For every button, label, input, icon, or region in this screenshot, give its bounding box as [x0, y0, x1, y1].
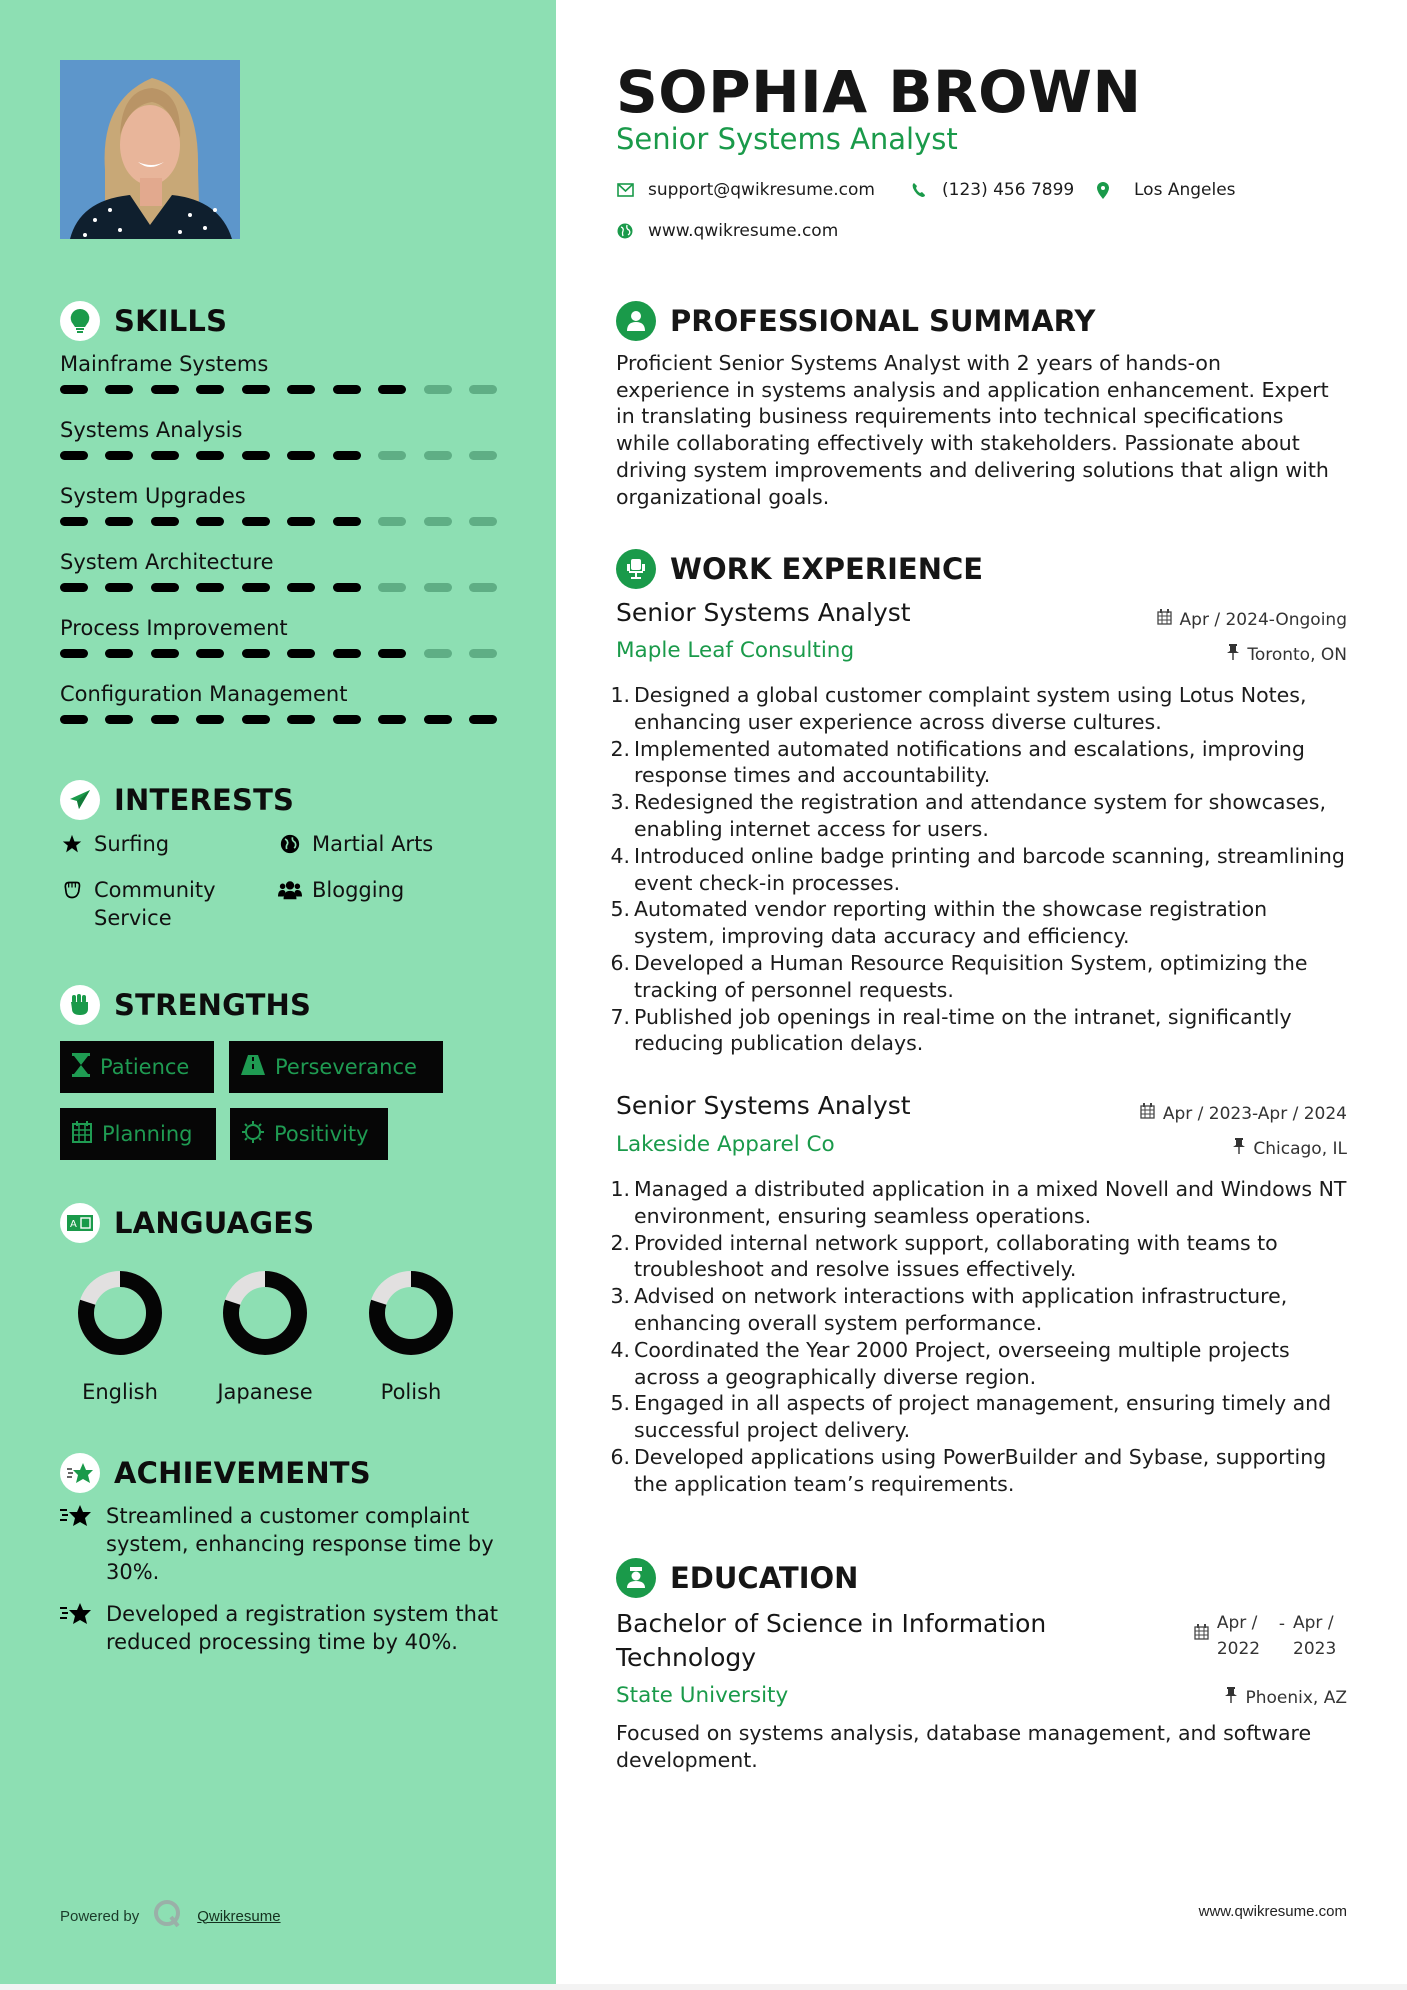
skill-level-segment — [424, 649, 452, 658]
skill-name: Process Improvement — [60, 616, 288, 640]
job-company: Lakeside Apparel Co — [616, 1132, 835, 1157]
hand-icon — [60, 876, 84, 904]
skill-level-segment — [333, 385, 361, 394]
interest-item: Blogging — [278, 876, 404, 904]
skill-level-segment — [151, 451, 179, 460]
job-role: Senior Systems Analyst — [616, 598, 911, 627]
skill-level-segment — [242, 715, 270, 724]
star-icon — [60, 830, 84, 858]
contact-website[interactable]: www.qwikresume.com — [616, 221, 838, 241]
skill-level-segment — [287, 451, 315, 460]
skill-level-segment — [151, 583, 179, 592]
skill-level-segment — [469, 517, 497, 526]
skill-level-segment — [469, 715, 497, 724]
bullet-text: Implemented automated notifications and escalations, improving response times and accountability. — [634, 736, 1305, 788]
language-proficiency-donut — [351, 1268, 471, 1358]
languages-heading: A LANGUAGES — [60, 1203, 314, 1243]
strength-chip: Perseverance — [229, 1041, 443, 1093]
pushpin-icon — [1227, 644, 1239, 665]
language-name: English — [82, 1380, 158, 1404]
skill-level-segment — [287, 649, 315, 658]
skill-level-segment — [196, 385, 224, 394]
bullet-item — [610, 1230, 1350, 1284]
skill-item — [60, 547, 500, 592]
calendar-icon — [1157, 609, 1172, 630]
map-pin-icon — [1094, 181, 1112, 199]
bullet-text: Published job openings in real-time on the intranet, significantly reducing publication delays. — [634, 1004, 1292, 1056]
skill-level-segment — [60, 715, 88, 724]
bullet-number: 3. — [610, 1284, 630, 1309]
bullet-number: 2. — [610, 1230, 630, 1255]
contact-phone[interactable]: (123) 456 7899 — [910, 180, 1074, 200]
job-company: Maple Leaf Consulting — [616, 638, 855, 663]
language-proficiency-donut — [60, 1268, 180, 1358]
skill-level-segment — [378, 583, 406, 592]
skill-level-segment — [333, 451, 361, 460]
skill-level-segment — [242, 451, 270, 460]
skill-level-segment — [378, 451, 406, 460]
skill-level-segment — [333, 517, 361, 526]
skill-level-segment — [60, 385, 88, 394]
qwikresume-logo-icon — [153, 1899, 183, 1933]
skill-item — [60, 613, 500, 658]
summary-text: Proficient Senior Systems Analyst with 2 years of hands-on experience in systems analysis and application enhancement. Expert in translating business requirements into technical specifications while collaborating effectively with stakeholders. Passionate about driving system improvements and delivering solutions that align with organizational goals. — [616, 351, 1329, 509]
language-name: Polish — [380, 1380, 442, 1404]
skill-level-segment — [60, 517, 88, 526]
sun-icon — [242, 1121, 264, 1148]
bullet-text: Advised on network interactions with application infrastructure, enhancing overall system performance. — [634, 1284, 1288, 1335]
achievements-heading: ACHIEVEMENTS — [60, 1453, 371, 1493]
bullet-item — [610, 1176, 1350, 1230]
skill-level-segment — [242, 517, 270, 526]
education-dates: Apr / 2022 - Apr / 2023 — [1194, 1610, 1347, 1662]
skill-level-segment — [333, 649, 361, 658]
strength-chip: Positivity — [230, 1108, 388, 1160]
skill-item — [60, 481, 500, 526]
bullet-text: Managed a distributed application in a mixed Novell and Windows NT environment, ensuring seamless operations. — [634, 1177, 1347, 1228]
candidate-title: Senior Systems Analyst — [616, 122, 958, 156]
skill-level-bar — [60, 583, 497, 592]
bullet-number: 7. — [610, 1004, 630, 1029]
bullet-text: Engaged in all aspects of project management, ensuring timely and successful project delivery. — [634, 1391, 1332, 1443]
bullet-number: 1. — [610, 1177, 630, 1201]
bullet-number: 4. — [610, 1337, 630, 1362]
education-description: Focused on systems analysis, database management, and software development. — [616, 1721, 1312, 1772]
degree: Bachelor of Science in Information Technology — [616, 1609, 1047, 1672]
hourglass-icon — [72, 1053, 90, 1082]
globe-icon — [616, 222, 634, 240]
chair-icon — [616, 549, 656, 589]
skill-level-segment — [242, 583, 270, 592]
interest-item: Surfing — [60, 830, 169, 858]
skill-level-segment — [287, 583, 315, 592]
strength-chip: Patience — [60, 1041, 214, 1093]
powered-by: Powered by Qwikresume — [60, 1899, 281, 1933]
skill-level-segment — [196, 517, 224, 526]
skill-level-segment — [378, 649, 406, 658]
skill-level-segment — [333, 583, 361, 592]
translate-icon — [60, 1203, 100, 1243]
skill-level-segment — [424, 451, 452, 460]
skill-item — [60, 415, 500, 460]
skill-level-segment — [424, 583, 452, 592]
skill-level-segment — [105, 715, 133, 724]
skill-level-segment — [105, 451, 133, 460]
bullet-number: 3. — [610, 790, 630, 815]
skill-level-segment — [242, 649, 270, 658]
bullet-text: Coordinated the Year 2000 Project, overseeing multiple projects across a geographically diverse region. — [634, 1337, 1290, 1389]
page-bottom-border — [0, 1984, 1407, 1990]
contact-email[interactable]: support@qwikresume.com — [616, 180, 875, 200]
skill-level-bar — [60, 451, 497, 460]
skills-heading: SKILLS — [60, 301, 227, 341]
bullet-item — [610, 1283, 1350, 1337]
fist-icon — [60, 985, 100, 1025]
summary-heading: PROFESSIONAL SUMMARY — [616, 301, 1095, 341]
skill-level-segment — [105, 385, 133, 394]
skill-level-segment — [287, 517, 315, 526]
interest-item: Community Service — [60, 876, 244, 932]
skill-level-segment — [287, 715, 315, 724]
bullet-number: 4. — [610, 843, 630, 868]
language-item — [351, 1268, 471, 1404]
achievement-item: Streamlined a customer complaint system, enhancing response time by 30%. — [60, 1502, 500, 1586]
bullet-item — [610, 789, 1350, 843]
skill-level-segment — [196, 451, 224, 460]
skill-level-segment — [287, 385, 315, 394]
globe-icon — [278, 830, 302, 858]
language-proficiency-donut — [205, 1268, 325, 1358]
skill-level-segment — [196, 649, 224, 658]
bullet-item — [610, 1390, 1350, 1444]
pushpin-icon — [1233, 1138, 1245, 1159]
skill-level-segment — [424, 385, 452, 394]
experience-heading: WORK EXPERIENCE — [616, 549, 983, 589]
skill-level-segment — [151, 649, 179, 658]
candidate-name: SOPHIA BROWN — [616, 58, 1142, 126]
job-dates: Apr / 2024-Ongoing — [1157, 609, 1347, 630]
bullet-number: 5. — [610, 1391, 630, 1416]
bullet-item — [610, 1004, 1350, 1058]
bullet-text: Developed a Human Resource Requisition System, optimizing the tracking of personnel requests. — [634, 950, 1308, 1002]
bullet-item — [610, 843, 1350, 897]
bullet-text: Automated vendor reporting within the showcase registration system, improving data accuracy and efficiency. — [634, 897, 1268, 949]
skill-level-segment — [469, 583, 497, 592]
skill-level-segment — [60, 451, 88, 460]
bullet-item — [610, 682, 1350, 736]
bullet-text: Introduced online badge printing and barcode scanning, streamlining event check-in processes. — [634, 843, 1345, 895]
envelope-icon — [616, 181, 634, 199]
pushpin-icon — [1225, 1687, 1237, 1708]
road-icon — [241, 1055, 265, 1080]
skill-level-segment — [469, 451, 497, 460]
interest-item: Martial Arts — [278, 830, 433, 858]
skill-level-segment — [105, 583, 133, 592]
skill-level-segment — [105, 649, 133, 658]
achievement-item: Developed a registration system that reduced processing time by 40%. — [60, 1600, 500, 1656]
skill-level-segment — [469, 385, 497, 394]
language-name: Japanese — [217, 1380, 313, 1404]
bullet-number: 6. — [610, 950, 630, 975]
calendar-icon — [72, 1121, 92, 1148]
calendar-icon — [1194, 1610, 1209, 1645]
bullet-item — [610, 1337, 1350, 1391]
bullet-number: 6. — [610, 1444, 630, 1469]
bullet-text: Redesigned the registration and attendance system for showcases, enabling internet access for users. — [634, 790, 1326, 841]
language-item — [60, 1268, 180, 1404]
bullet-text: Developed applications using PowerBuilder and Sybase, supporting the application team’s requirements. — [634, 1444, 1327, 1496]
job-dates: Apr / 2023-Apr / 2024 — [1140, 1103, 1347, 1124]
skill-level-bar — [60, 649, 497, 658]
skill-name: System Architecture — [60, 550, 274, 574]
skill-level-segment — [151, 385, 179, 394]
skill-level-bar — [60, 517, 497, 526]
bullet-item — [610, 896, 1350, 950]
job-bullets — [610, 682, 1350, 1057]
shooting-star-icon — [60, 1453, 100, 1493]
calendar-icon — [1140, 1103, 1155, 1124]
skill-name: System Upgrades — [60, 484, 246, 508]
job-location: Toronto, ON — [1227, 644, 1347, 665]
job-bullets — [610, 1176, 1350, 1498]
skill-level-segment — [333, 715, 361, 724]
skill-level-segment — [424, 517, 452, 526]
bullet-text: Provided internal network support, collaborating with teams to troubleshoot and resolve issues effectively. — [634, 1230, 1278, 1282]
bullet-item — [610, 950, 1350, 1004]
skill-level-segment — [378, 715, 406, 724]
school: State University — [616, 1683, 789, 1708]
users-icon — [278, 876, 302, 904]
skill-level-segment — [378, 517, 406, 526]
skill-name: Mainframe Systems — [60, 352, 269, 376]
skill-level-segment — [151, 715, 179, 724]
footer-url[interactable]: www.qwikresume.com — [1198, 1903, 1347, 1920]
bullet-number: 1. — [610, 683, 630, 707]
shooting-star-icon — [60, 1600, 92, 1656]
skill-item — [60, 679, 500, 724]
skill-level-segment — [151, 517, 179, 526]
skill-level-segment — [242, 385, 270, 394]
skill-level-segment — [60, 649, 88, 658]
bullet-item — [610, 736, 1350, 790]
shooting-star-icon — [60, 1502, 92, 1586]
job-role: Senior Systems Analyst — [616, 1091, 911, 1120]
education-heading: EDUCATION — [616, 1558, 858, 1598]
skill-level-segment — [196, 583, 224, 592]
strength-chip: Planning — [60, 1108, 216, 1160]
skill-level-segment — [469, 649, 497, 658]
skill-name: Configuration Management — [60, 682, 348, 706]
skill-item — [60, 349, 500, 394]
user-icon — [616, 301, 656, 341]
skill-level-segment — [105, 517, 133, 526]
graduate-icon — [616, 1558, 656, 1598]
skill-name: Systems Analysis — [60, 418, 243, 442]
skill-level-segment — [424, 715, 452, 724]
bullet-text: Designed a global customer complaint system using Lotus Notes, enhancing user experience across diverse cultures. — [634, 683, 1307, 734]
lightbulb-icon — [60, 301, 100, 341]
education-location: Phoenix, AZ — [1225, 1687, 1347, 1708]
strengths-heading: STRENGTHS — [60, 985, 311, 1025]
skill-level-bar — [60, 385, 497, 394]
skill-level-bar — [60, 715, 497, 724]
contact-location: Los Angeles — [1094, 180, 1236, 200]
skill-level-segment — [196, 715, 224, 724]
phone-icon — [910, 181, 928, 199]
paper-plane-icon — [60, 780, 100, 820]
language-item — [205, 1268, 325, 1404]
job-location: Chicago, IL — [1233, 1138, 1347, 1159]
bullet-number: 2. — [610, 736, 630, 761]
svg-text:A: A — [70, 1219, 77, 1230]
skill-level-segment — [378, 385, 406, 394]
bullet-number: 5. — [610, 897, 630, 922]
qwikresume-link[interactable]: Qwikresume — [197, 1907, 281, 1925]
interests-heading: INTERESTS — [60, 780, 294, 820]
bullet-item — [610, 1444, 1350, 1498]
skill-level-segment — [60, 583, 88, 592]
profile-photo — [60, 60, 240, 239]
